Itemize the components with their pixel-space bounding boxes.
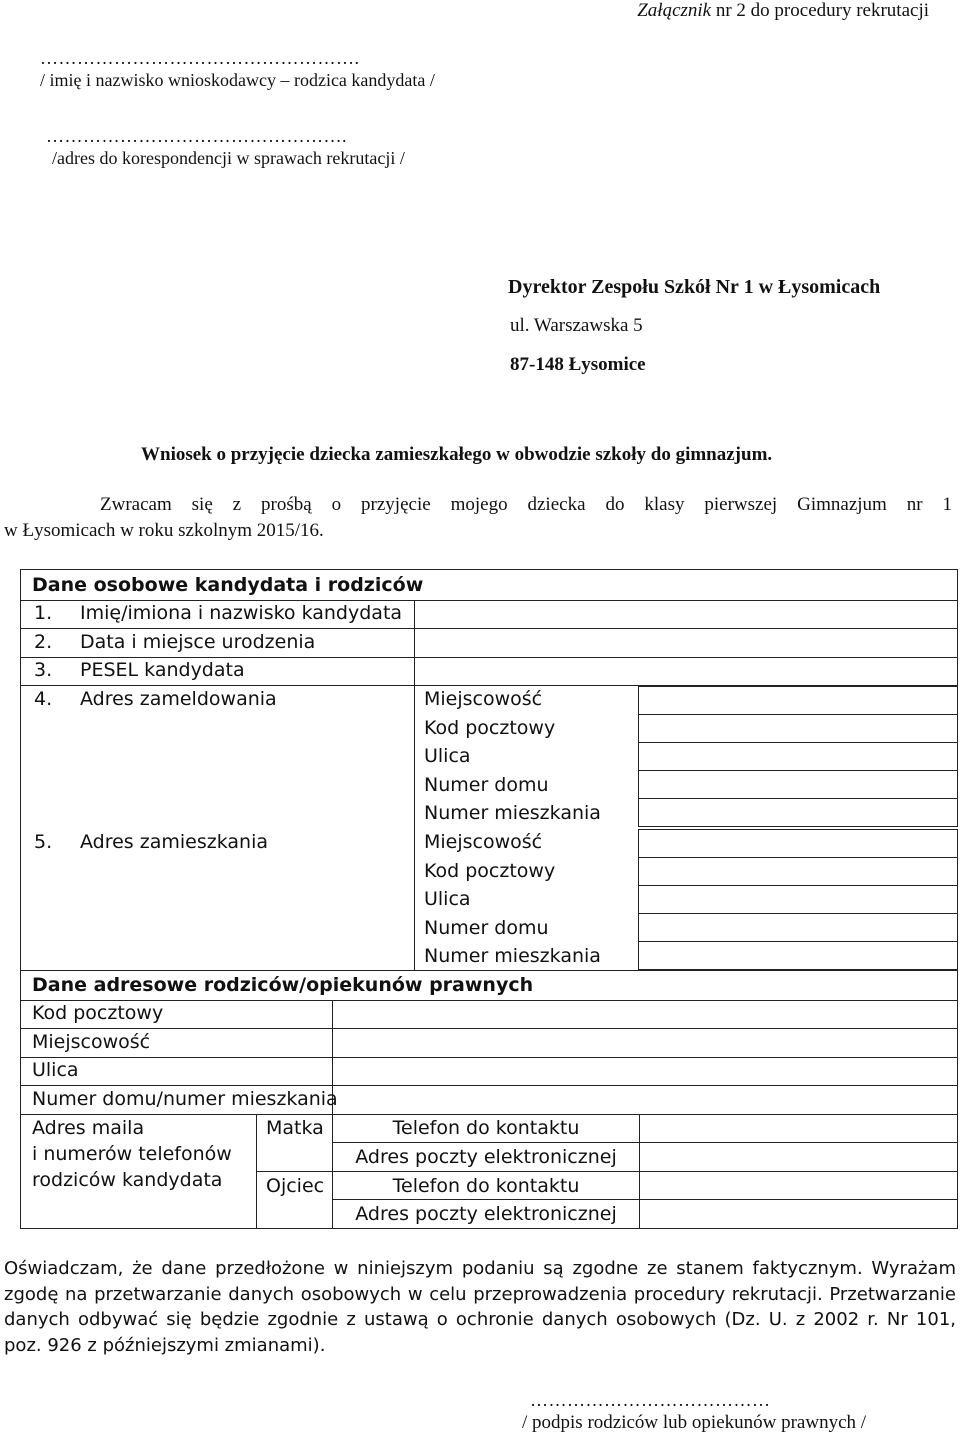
- signature-caption: / podpis rodziców lub opiekunów prawnych /: [522, 1412, 867, 1433]
- parent-postcode-field[interactable]: [332, 1000, 958, 1029]
- recipient-line-3: 87-148 Łysomice: [510, 354, 646, 375]
- request-line-1: Zwracam się z prośbą o przyjęcie mojego dziecka do klasy pierwszej Gimnazjum nr 1: [100, 494, 952, 515]
- signature-dots: …………………………………: [530, 1390, 771, 1410]
- recipient-line-1: Dyrektor Zespołu Szkół Nr 1 w Łysomicach: [508, 276, 881, 298]
- row3-num: 3.: [34, 659, 53, 681]
- father-email-field[interactable]: [639, 1199, 958, 1229]
- contact-label-line-3: rodziców kandydata: [32, 1169, 223, 1191]
- pesel-field[interactable]: [414, 657, 958, 686]
- request-line-2: w Łysomicach w roku szkolnym 2015/16.: [4, 520, 324, 541]
- reg-postcode-label: Kod pocztowy: [424, 717, 556, 739]
- birth-date-place-field[interactable]: [414, 628, 958, 658]
- res-city-field[interactable]: [638, 829, 958, 858]
- reg-street-label: Ulica: [424, 745, 471, 767]
- statement-line-2: zgodę na przetwarzanie danych osobowych w celu przeprowadzenia procedury rekrutacji. Przetwarzanie: [4, 1284, 956, 1305]
- parent-house-label: Numer domu/numer mieszkania: [32, 1088, 338, 1110]
- parents-heading: Dane adresowe rodziców/opiekunów prawnych: [32, 974, 534, 996]
- res-postcode-field[interactable]: [638, 857, 958, 886]
- parent-street-label: Ulica: [32, 1059, 79, 1081]
- document-title: Wniosek o przyjęcie dziecka zamieszkałego w obwodzie szkoły do gimnazjum.: [141, 444, 773, 465]
- mother-label: Matka: [266, 1117, 324, 1139]
- address-rows-cell: [20, 685, 415, 971]
- res-flat-label: Numer mieszkania: [424, 945, 601, 967]
- reg-house-label: Numer domu: [424, 774, 549, 796]
- res-street-field[interactable]: [638, 885, 958, 914]
- address-caption: /adres do korespondencji w sprawach rekrutacji /: [52, 148, 405, 168]
- res-house-label: Numer domu: [424, 917, 549, 939]
- parent-postcode-label: Kod pocztowy: [32, 1002, 164, 1024]
- applicant-name-caption: / imię i nazwisko wnioskodawcy – rodzica kandydata /: [40, 70, 435, 90]
- father-phone-field[interactable]: [639, 1171, 958, 1200]
- row4-num: 4.: [34, 688, 53, 710]
- parent-house-field[interactable]: [332, 1085, 958, 1115]
- reg-house-field[interactable]: [638, 770, 958, 799]
- reg-flat-label: Numer mieszkania: [424, 802, 601, 824]
- father-phone-label: Telefon do kontaktu: [392, 1175, 580, 1197]
- father-email-label: Adres poczty elektronicznej: [355, 1203, 617, 1225]
- row4-label: Adres zameldowania: [80, 688, 277, 710]
- contact-label-line-1: Adres maila: [32, 1117, 145, 1139]
- reg-postcode-field[interactable]: [638, 714, 958, 743]
- reg-city-label: Miejscowość: [424, 688, 543, 710]
- personal-heading: Dane osobowe kandydata i rodziców: [32, 574, 424, 596]
- row5-num: 5.: [34, 831, 53, 853]
- statement-line-4: poz. 926 z późniejszymi zmianami).: [4, 1335, 326, 1356]
- res-city-label: Miejscowość: [424, 831, 543, 853]
- father-label: Ojciec: [266, 1175, 325, 1197]
- reg-flat-field[interactable]: [638, 798, 958, 827]
- row3-label: PESEL kandydata: [80, 659, 245, 681]
- res-house-field[interactable]: [638, 913, 958, 942]
- statement-line-3: danych odbywać się będzie zgodnie z ustawą o ochronie danych osobowych (Dz. U. z 2002 r. Nr 101,: [4, 1309, 956, 1330]
- mother-email-field[interactable]: [639, 1142, 958, 1172]
- statement-line-1: Oświadczam, że dane przedłożone w niniejszym podaniu są zgodne ze stanem faktycznym. Wyrażam: [4, 1258, 956, 1279]
- res-street-label: Ulica: [424, 888, 471, 910]
- recipient-line-2: ul. Warszawska 5: [510, 315, 643, 336]
- parent-street-field[interactable]: [332, 1057, 958, 1086]
- reg-street-field[interactable]: [638, 742, 958, 771]
- row2-num: 2.: [34, 631, 53, 653]
- applicant-name-dots: …………………………………………….: [40, 48, 360, 68]
- row5-label: Adres zamieszkania: [80, 831, 268, 853]
- attachment-note: [637, 0, 929, 22]
- mother-phone-field[interactable]: [639, 1114, 958, 1143]
- res-postcode-label: Kod pocztowy: [424, 860, 556, 882]
- row1-label: Imię/imiona i nazwisko kandydata: [80, 602, 403, 624]
- row1-num: 1.: [34, 602, 53, 624]
- contact-label-line-2: i numerów telefonów: [32, 1143, 232, 1165]
- candidate-name-field[interactable]: [414, 600, 958, 629]
- res-flat-field[interactable]: [638, 941, 958, 970]
- row2-label: Data i miejsce urodzenia: [80, 631, 316, 653]
- mother-email-label: Adres poczty elektronicznej: [355, 1146, 617, 1168]
- address-dots: ………………………………………….: [46, 126, 347, 146]
- parent-city-label: Miejscowość: [32, 1031, 151, 1053]
- parent-city-field[interactable]: [332, 1028, 958, 1058]
- reg-city-field[interactable]: [638, 686, 958, 715]
- attachment-note-italic: Załącznik: [637, 0, 712, 21]
- mother-phone-label: Telefon do kontaktu: [392, 1117, 580, 1139]
- attachment-note-rest: nr 2 do procedury rekrutacji: [711, 0, 929, 21]
